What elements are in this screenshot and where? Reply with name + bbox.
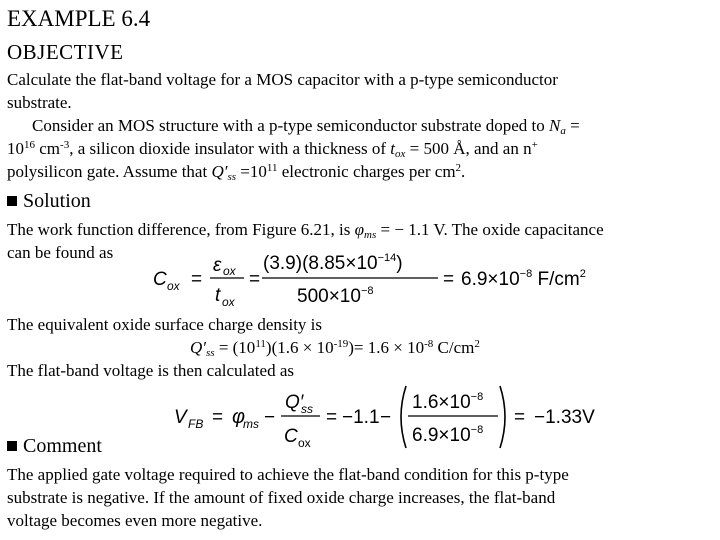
eq2-minus-2: − — [380, 407, 392, 428]
eq1-equals-3: = — [443, 269, 455, 290]
charge-density-unit: C/cm — [433, 338, 475, 357]
charge-var: Q′ — [211, 162, 228, 181]
eq2-phi-sub: ms — [243, 417, 259, 431]
objective-line-4-end: = 500 Å, and an n — [405, 139, 532, 158]
dopant-var: N — [548, 116, 561, 135]
square-bullet-icon — [7, 441, 17, 451]
charge-density-sub: ss — [206, 347, 215, 359]
comment-heading — [7, 435, 102, 458]
eq2-charge: Q′ — [285, 392, 304, 413]
solution-line-4 — [7, 336, 480, 359]
comment-line-2: substrate is negative. If the amount of fixed oxide charge increases, the flat-band — [7, 488, 556, 507]
charge-eq: =10 — [236, 162, 267, 181]
eq1-epsilon-sub: ox — [223, 264, 236, 278]
charge-sub: ss — [227, 171, 237, 183]
eq2-term: −1.1 — [342, 407, 380, 428]
eq2-equals-2: = — [326, 407, 338, 428]
oxide-capacitance-equation — [145, 244, 595, 312]
flat-band-voltage-equation — [168, 380, 618, 454]
charge-period: . — [461, 162, 466, 181]
charge-unit: electronic charges per cm — [277, 162, 456, 181]
phi-symbol: φ — [354, 220, 365, 239]
solution-line-1 — [7, 218, 604, 241]
eq2-equals: = — [212, 407, 224, 428]
eq2-inner-numerator: $1.6\times 10^{-8}$ — [412, 391, 484, 413]
solution-heading — [7, 190, 91, 213]
eq2-inner-denominator: $6.9\times 10^{-8}$ — [412, 424, 484, 446]
charge-unit-exp: 2 — [455, 162, 462, 174]
charge-density-var: Q′ — [190, 338, 206, 357]
eq1-thickness-sub: ox — [222, 295, 235, 309]
n-plus-sup: + — [531, 139, 538, 151]
objective-line-1: Calculate the flat-band voltage for a MOS capacitor with a p-type semiconductor — [7, 70, 558, 89]
eq1-equals-2: = — [249, 269, 261, 290]
objective-line-3-text: Consider an MOS structure with a p-type semiconductor substrate doped to — [32, 116, 549, 135]
eq2-lhs-sub: FB — [188, 417, 204, 431]
doping-unit: cm — [35, 139, 61, 158]
charge-density-exp2: -19 — [333, 338, 349, 350]
comment-line-1: The applied gate voltage required to achieve the flat-band condition for this p-type — [7, 465, 569, 484]
solution-line-3: The equivalent oxide surface charge density is — [7, 315, 323, 334]
thickness-sub: ox — [395, 148, 406, 160]
objective-heading: OBJECTIVE — [7, 40, 124, 64]
objective-line-4-text: , a silicon dioxide insulator with a thickness of — [69, 139, 391, 158]
eq1-epsilon: ε — [213, 255, 222, 276]
charge-density-b: )(1.6 × 10 — [265, 338, 334, 357]
example-title: EXAMPLE 6.4 — [7, 6, 151, 31]
objective-line-5-text: polysilicon gate. Assume that — [7, 162, 212, 181]
comment-heading-text: Comment — [23, 435, 102, 457]
charge-density-exp3: -8 — [424, 338, 434, 350]
eq1-thickness: t — [215, 285, 221, 306]
eq1-lhs-sub: ox — [167, 279, 180, 293]
comment-line-3: voltage becomes even more negative. — [7, 511, 263, 530]
charge-exp: 11 — [266, 162, 278, 174]
thickness-var: t — [390, 139, 395, 158]
eq2-charge-sub: ss — [301, 402, 313, 416]
solution-line-1-text: The work function difference, from Figure 6.21, is — [7, 220, 355, 239]
charge-density-a: = (10 — [214, 338, 256, 357]
solution-heading-text: Solution — [23, 190, 91, 212]
eq2-phi: φ — [232, 406, 246, 428]
objective-line-3 — [7, 114, 580, 137]
solution-line-1-end: = − 1.1 V. The oxide capacitance — [376, 220, 604, 239]
eq1-numerator: $(3.9)(8.85\times 10^{-14})$ — [263, 252, 403, 274]
eq2-right-paren — [500, 386, 505, 448]
objective-line-5 — [7, 160, 580, 183]
objective-text — [7, 68, 580, 183]
objective-line-3-end: = — [565, 116, 580, 135]
comment-text — [7, 463, 569, 532]
eq2-minus: − — [264, 407, 276, 428]
objective-line-2: substrate. — [7, 93, 72, 112]
eq2-equals-3: = — [514, 407, 526, 428]
doping-unit-exp: -3 — [60, 139, 70, 151]
square-bullet-icon — [7, 196, 17, 206]
eq1-equals: = — [191, 269, 203, 290]
charge-density-c: )= 1.6 × 10 — [348, 338, 425, 357]
eq1-result: $6.9\times 10^{-8}$ $F/cm^2$ — [461, 268, 586, 290]
doping-base: 10 — [7, 139, 24, 158]
eq1-denominator: $500\times 10^{-8}$ — [297, 285, 374, 307]
eq2-lhs: V — [174, 407, 187, 428]
solution-line-2: can be found as — [7, 243, 114, 262]
solution-line-5: The flat-band voltage is then calculated as — [7, 361, 294, 380]
doping-exp: 16 — [24, 139, 35, 151]
charge-density-unit-exp: 2 — [474, 338, 480, 350]
phi-sub: ms — [364, 229, 377, 241]
objective-line-4 — [7, 137, 580, 160]
eq2-result: −1.33V — [534, 407, 595, 428]
eq2-capacitance-sub: ox — [298, 436, 311, 450]
dopant-sub: a — [560, 125, 566, 137]
eq1-lhs: C — [153, 269, 167, 290]
eq2-left-paren — [401, 386, 406, 448]
charge-density-exp1: 11 — [255, 338, 266, 350]
charge-density-text — [7, 313, 480, 382]
eq2-capacitance: C — [284, 426, 298, 447]
